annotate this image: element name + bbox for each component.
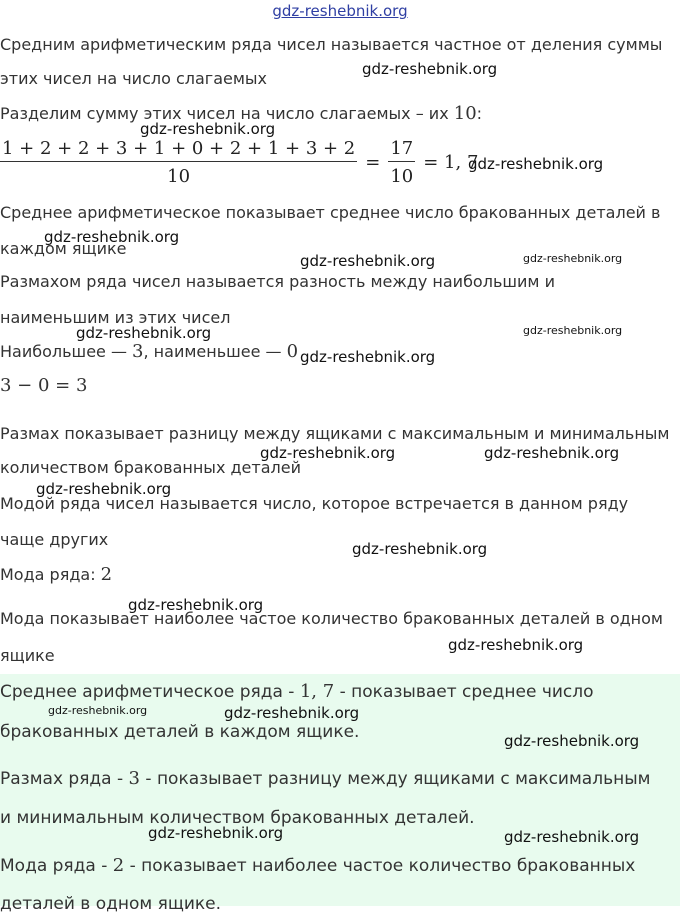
answer-mode-label: Мода ряда -	[0, 856, 113, 876]
mode-meaning-line1: Мода показывает наиболее частое количество бракованных деталей в одном	[0, 609, 663, 628]
result-denominator: 10	[390, 165, 414, 187]
watermark: gdz-reshebnik.org	[448, 636, 584, 654]
watermark: gdz-reshebnik.org	[468, 155, 604, 173]
watermark: gdz-reshebnik.org	[523, 252, 623, 265]
watermark: gdz-reshebnik.org	[140, 120, 276, 138]
watermark: gdz-reshebnik.org	[362, 60, 498, 78]
result-numerator: 17	[390, 137, 414, 159]
divide-sum-label: Разделим сумму этих чисел на число слагаемых – их	[0, 104, 454, 123]
mean-meaning-line1: Среднее арифметическое показывает среднее число бракованных деталей в	[0, 203, 661, 222]
equals-sign: =	[365, 151, 381, 173]
answer-mode-desc: - показывает наиболее частое количество бракованных	[124, 856, 636, 876]
watermark: gdz-reshebnik.org	[148, 824, 284, 842]
mode-meaning-line2: ящике	[0, 646, 55, 665]
watermark: gdz-reshebnik.org	[300, 348, 436, 366]
watermark: gdz-reshebnik.org	[484, 444, 620, 462]
max-value: 3	[132, 341, 144, 362]
watermark: gdz-reshebnik.org	[523, 324, 623, 337]
watermark: gdz-reshebnik.org	[76, 324, 212, 342]
answer-mode-value: 2	[112, 855, 125, 876]
mean-result: = 1, 7	[423, 151, 479, 173]
watermark: gdz-reshebnik.org	[44, 228, 180, 246]
watermark: gdz-reshebnik.org	[504, 732, 640, 750]
watermark: gdz-reshebnik.org	[352, 540, 488, 558]
result-fraction	[388, 138, 415, 187]
watermark: gdz-reshebnik.org	[48, 704, 148, 717]
answer-mean-label: Среднее арифметическое ряда -	[0, 682, 300, 702]
range-meaning-line1: Размах показывает разницу между ящиками с максимальным и минимальным	[0, 424, 670, 443]
divide-sum-text	[0, 96, 680, 132]
definition-range-line1: Размахом ряда чисел называется разность между наибольшим и	[0, 272, 555, 291]
range-calculation: 3 − 0 = 3	[0, 375, 88, 396]
definition-mode-line2: чаще других	[0, 530, 109, 549]
watermark: gdz-reshebnik.org	[36, 480, 172, 498]
answer-range-value: 3	[128, 768, 140, 789]
min-label: , наименьшее —	[143, 342, 287, 361]
min-value: 0	[286, 341, 299, 362]
answer-range-label: Размах ряда -	[0, 769, 129, 789]
sum-numerator: 1 + 2 + 2 + 3 + 1 + 0 + 2 + 1 + 3 + 2	[2, 137, 356, 159]
mean-formula	[0, 132, 486, 192]
mean-meaning-line2: каждом ящике	[0, 239, 127, 258]
watermark: gdz-reshebnik.org	[224, 704, 360, 722]
answer-range-desc: - показывает разницу между ящиками с максимальным	[140, 769, 651, 789]
watermark: gdz-reshebnik.org	[128, 596, 264, 614]
mode-label: Мода ряда:	[0, 565, 101, 584]
sum-fraction	[0, 138, 357, 187]
definition-range-line2: наименьшим из этих чисел	[0, 308, 231, 327]
answer-mean-value: 1, 7	[299, 681, 335, 702]
watermark: gdz-reshebnik.org	[260, 444, 396, 462]
answer-range-line2: и минимальным количеством бракованных деталей.	[0, 808, 475, 828]
answer-mode-line2: деталей в одном ящике.	[0, 894, 222, 914]
sum-denominator: 10	[167, 165, 191, 187]
count-value: 10	[453, 103, 477, 124]
answer-mode-line1	[0, 848, 680, 884]
mode-line	[0, 557, 680, 593]
colon: :	[476, 104, 483, 123]
range-meaning-line2: количеством бракованных деталей	[0, 458, 301, 477]
watermark: gdz-reshebnik.org	[300, 252, 436, 270]
definition-mean-line1: Средним арифметическим ряда чисел называется частное от деления суммы	[0, 35, 663, 54]
answer-mean-line2: бракованных деталей в каждом ящике.	[0, 722, 360, 742]
max-label: Наибольшее —	[0, 342, 133, 361]
watermark: gdz-reshebnik.org	[504, 828, 640, 846]
definition-mode-line1: Модой ряда чисел называется число, которое встречается в данном ряду	[0, 494, 629, 513]
answer-range-line1	[0, 761, 680, 797]
definition-mean-line2: этих чисел на число слагаемых	[0, 69, 268, 88]
answer-mean-desc: - показывает среднее число	[334, 682, 594, 702]
site-header-link[interactable]: gdz-reshebnik.org	[272, 2, 408, 20]
mode-value: 2	[100, 564, 113, 585]
